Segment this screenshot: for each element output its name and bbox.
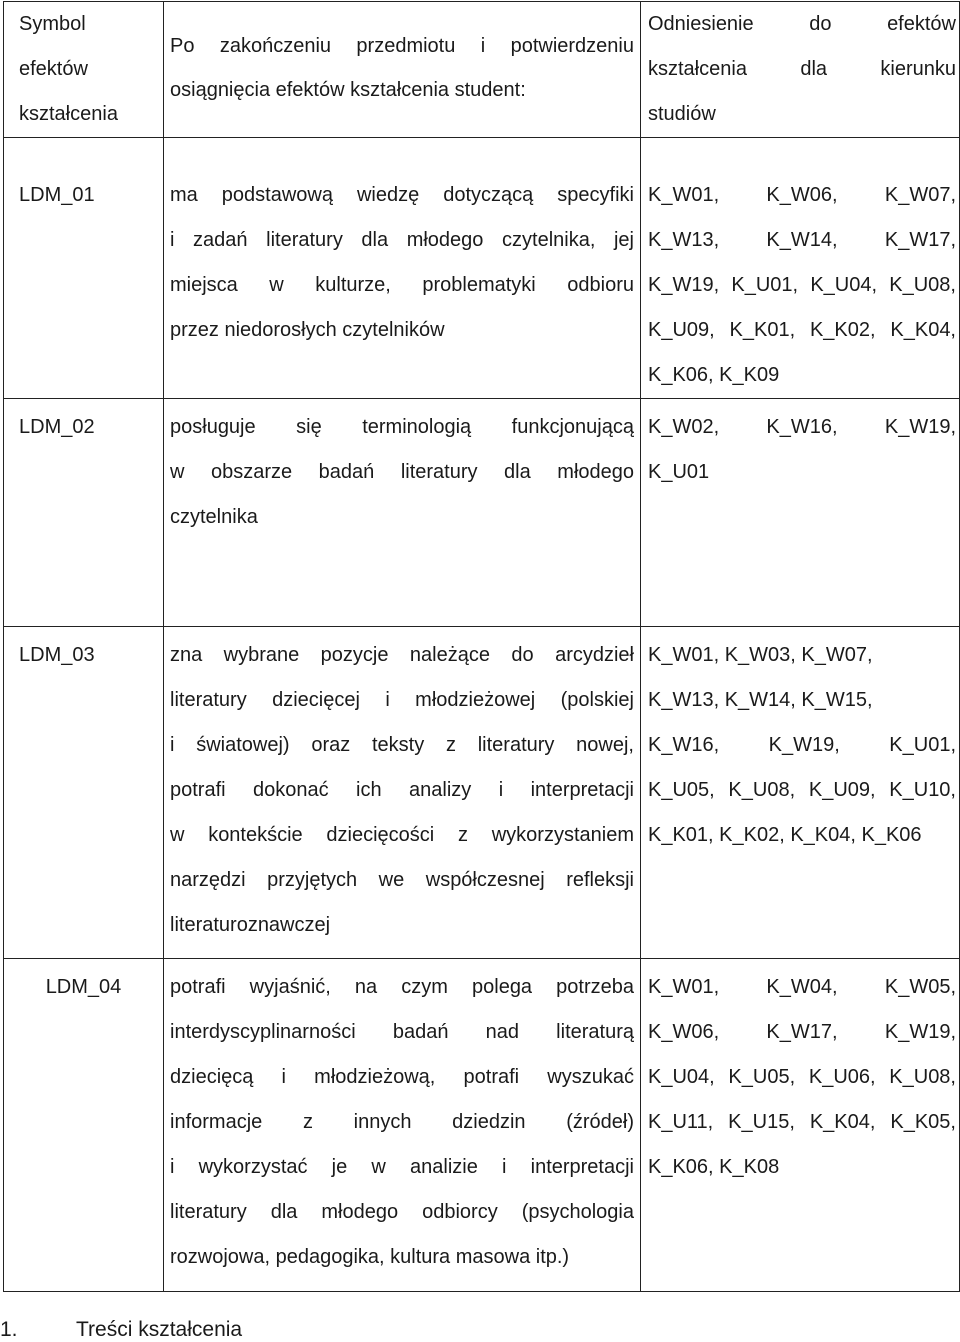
reference-cell [641, 399, 960, 627]
reference-line: K_W01, K_W03, K_W07, [648, 644, 873, 666]
table-row [4, 138, 960, 399]
table-row [4, 627, 960, 959]
description-line: miejsca w kulturze, problematyki odbioru [170, 274, 634, 296]
description-line: literatury dziecięcej i młodzieżowej (polskiej [170, 689, 634, 711]
table-row [4, 959, 960, 1292]
section-number: 1. [0, 1318, 18, 1341]
description-line: w obszarze badań literatury dla młodego [170, 461, 634, 483]
outcome-symbol: LDM_04 [45, 976, 122, 998]
reference-line: K_U11, K_U15, K_K04, K_K05, [648, 1111, 956, 1133]
header-description-line: Po zakończeniu przedmiotu i potwierdzeniu [170, 35, 634, 57]
section-title: Treści kształcenia [76, 1318, 243, 1341]
reference-line: K_W16, K_W19, K_U01, [648, 734, 956, 756]
header-symbol-line: kształcenia [19, 103, 118, 125]
reference-line: K_W06, K_W17, K_W19, [648, 1021, 956, 1043]
header-symbol-line: efektów [19, 58, 88, 80]
description-line: interdyscyplinarności badań nad literaturą [170, 1021, 634, 1043]
description-line: i wykorzystać je w analizie i interpretacji [170, 1156, 634, 1178]
reference-line: K_W01, K_W04, K_W05, [648, 976, 956, 998]
header-reference-cell [641, 2, 960, 138]
header-description-line: osiągnięcia efektów kształcenia student: [170, 79, 526, 101]
symbol-cell [4, 399, 164, 627]
reference-line: K_U04, K_U05, K_U06, K_U08, [648, 1066, 956, 1088]
description-line: i zadań literatury dla młodego czytelnika, jej [170, 229, 634, 251]
reference-line: K_W19, K_U01, K_U04, K_U08, [648, 274, 956, 296]
reference-line: K_K06, K_K09 [648, 364, 780, 386]
reference-line: K_K01, K_K02, K_K04, K_K06 [648, 824, 922, 846]
description-line: literatury dla młodego odbiorcy (psychologia [170, 1201, 634, 1223]
learning-outcomes-table [3, 1, 960, 1292]
header-reference-line: Odniesienie do efektów [648, 13, 956, 35]
header-description-cell [164, 2, 641, 138]
reference-line: K_U01 [648, 461, 710, 483]
description-line: ma podstawową wiedzę dotyczącą specyfiki [170, 184, 634, 206]
description-line: czytelnika [170, 506, 258, 528]
description-line: potrafi wyjaśnić, na czym polega potrzeba [170, 976, 634, 998]
header-symbol-line: Symbol [19, 13, 86, 35]
header-symbol-cell [4, 2, 164, 138]
description-cell [164, 627, 641, 959]
reference-line: K_U09, K_K01, K_K02, K_K04, [648, 319, 956, 341]
reference-line: K_W13, K_W14, K_W15, [648, 689, 873, 711]
description-line: literaturoznawczej [170, 914, 331, 936]
outcome-symbol: LDM_01 [19, 184, 95, 206]
section-heading [0, 1318, 242, 1342]
symbol-cell [4, 959, 164, 1292]
reference-line: K_W13, K_W14, K_W17, [648, 229, 956, 251]
reference-line: K_W01, K_W06, K_W07, [648, 184, 956, 206]
description-cell [164, 138, 641, 399]
outcome-symbol: LDM_03 [19, 644, 95, 666]
description-line: zna wybrane pozycje należące do arcydzieł [170, 644, 634, 666]
reference-cell [641, 627, 960, 959]
description-line: informacje z innych dziedzin (źródeł) [170, 1111, 634, 1133]
reference-line: K_W02, K_W16, K_W19, [648, 416, 956, 438]
header-reference-line: kształcenia dla kierunku [648, 58, 956, 80]
description-cell [164, 399, 641, 627]
reference-line: K_K06, K_K08 [648, 1156, 780, 1178]
outcome-symbol: LDM_02 [19, 416, 95, 438]
description-line: rozwojowa, pedagogika, kultura masowa itp.) [170, 1246, 570, 1268]
description-line: dziecięcą i młodzieżową, potrafi wyszukać [170, 1066, 634, 1088]
description-cell [164, 959, 641, 1292]
table-header-row [4, 2, 960, 138]
reference-cell [641, 138, 960, 399]
description-line: i światowej) oraz teksty z literatury nowej, [170, 734, 634, 756]
symbol-cell [4, 138, 164, 399]
symbol-cell [4, 627, 164, 959]
table-row [4, 399, 960, 627]
header-reference-line: studiów [648, 103, 716, 125]
description-line: w kontekście dziecięcości z wykorzystaniem [170, 824, 634, 846]
reference-line: K_U05, K_U08, K_U09, K_U10, [648, 779, 956, 801]
description-line: narzędzi przyjętych we współczesnej refleksji [170, 869, 634, 891]
description-line: przez niedorosłych czytelników [170, 319, 445, 341]
description-line: posługuje się terminologią funkcjonującą [170, 416, 634, 438]
reference-cell [641, 959, 960, 1292]
description-line: potrafi dokonać ich analizy i interpretacji [170, 779, 634, 801]
